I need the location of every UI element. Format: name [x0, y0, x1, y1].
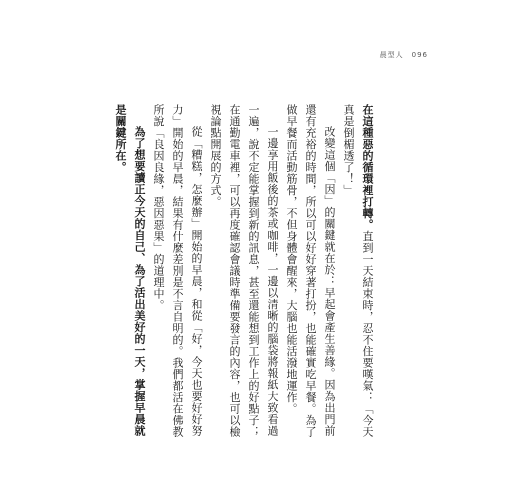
body-text	[107, 104, 377, 444]
page-number: 096	[411, 51, 428, 59]
paragraph-4: 從「糟糕，怎麼辦」開始的早晨，和從「好，今天也要好好努力」開始的早晨，結果有什麼差別是不言自明的。我們都活在佛教所說「良因良緣，惡因惡果」的道理中。	[152, 104, 203, 438]
paragraph-5: 為了想要讀正今天的自己、為了活出美好的一天，掌握早晨就是關鍵所在。	[114, 104, 146, 437]
paragraph-2: 改變這個「因」的關鍵就在於：早起會產生善緣。因為出門前還有充裕的時間，所以可以好好穿著打扮，也能確實吃早餐。為了做早餐而活動筋骨，不但身體會醒來，大腦也能活潑地運作。	[285, 104, 336, 438]
running-header	[380, 50, 428, 60]
book-title: 晨型人	[379, 51, 404, 59]
paragraph-3: 一邊享用飯後的茶或咖啡，一邊以清晰的腦袋將報紙大致看過一遍，說不定能掌握到新的訊息，甚至還能想到工作上的好點子；在通勤電車裡，可以再度確認會議時準備要發言的內容，也可以檢視論點開展的方式。	[209, 104, 279, 438]
paragraph-1	[339, 104, 377, 444]
paragraph-1-bold: 在這種惡的循環裡打轉。	[361, 104, 374, 231]
paragraph-1-text: 直到一天結束時，忍不住要嘆氣：「今天真是倒楣透了！」	[342, 104, 374, 438]
